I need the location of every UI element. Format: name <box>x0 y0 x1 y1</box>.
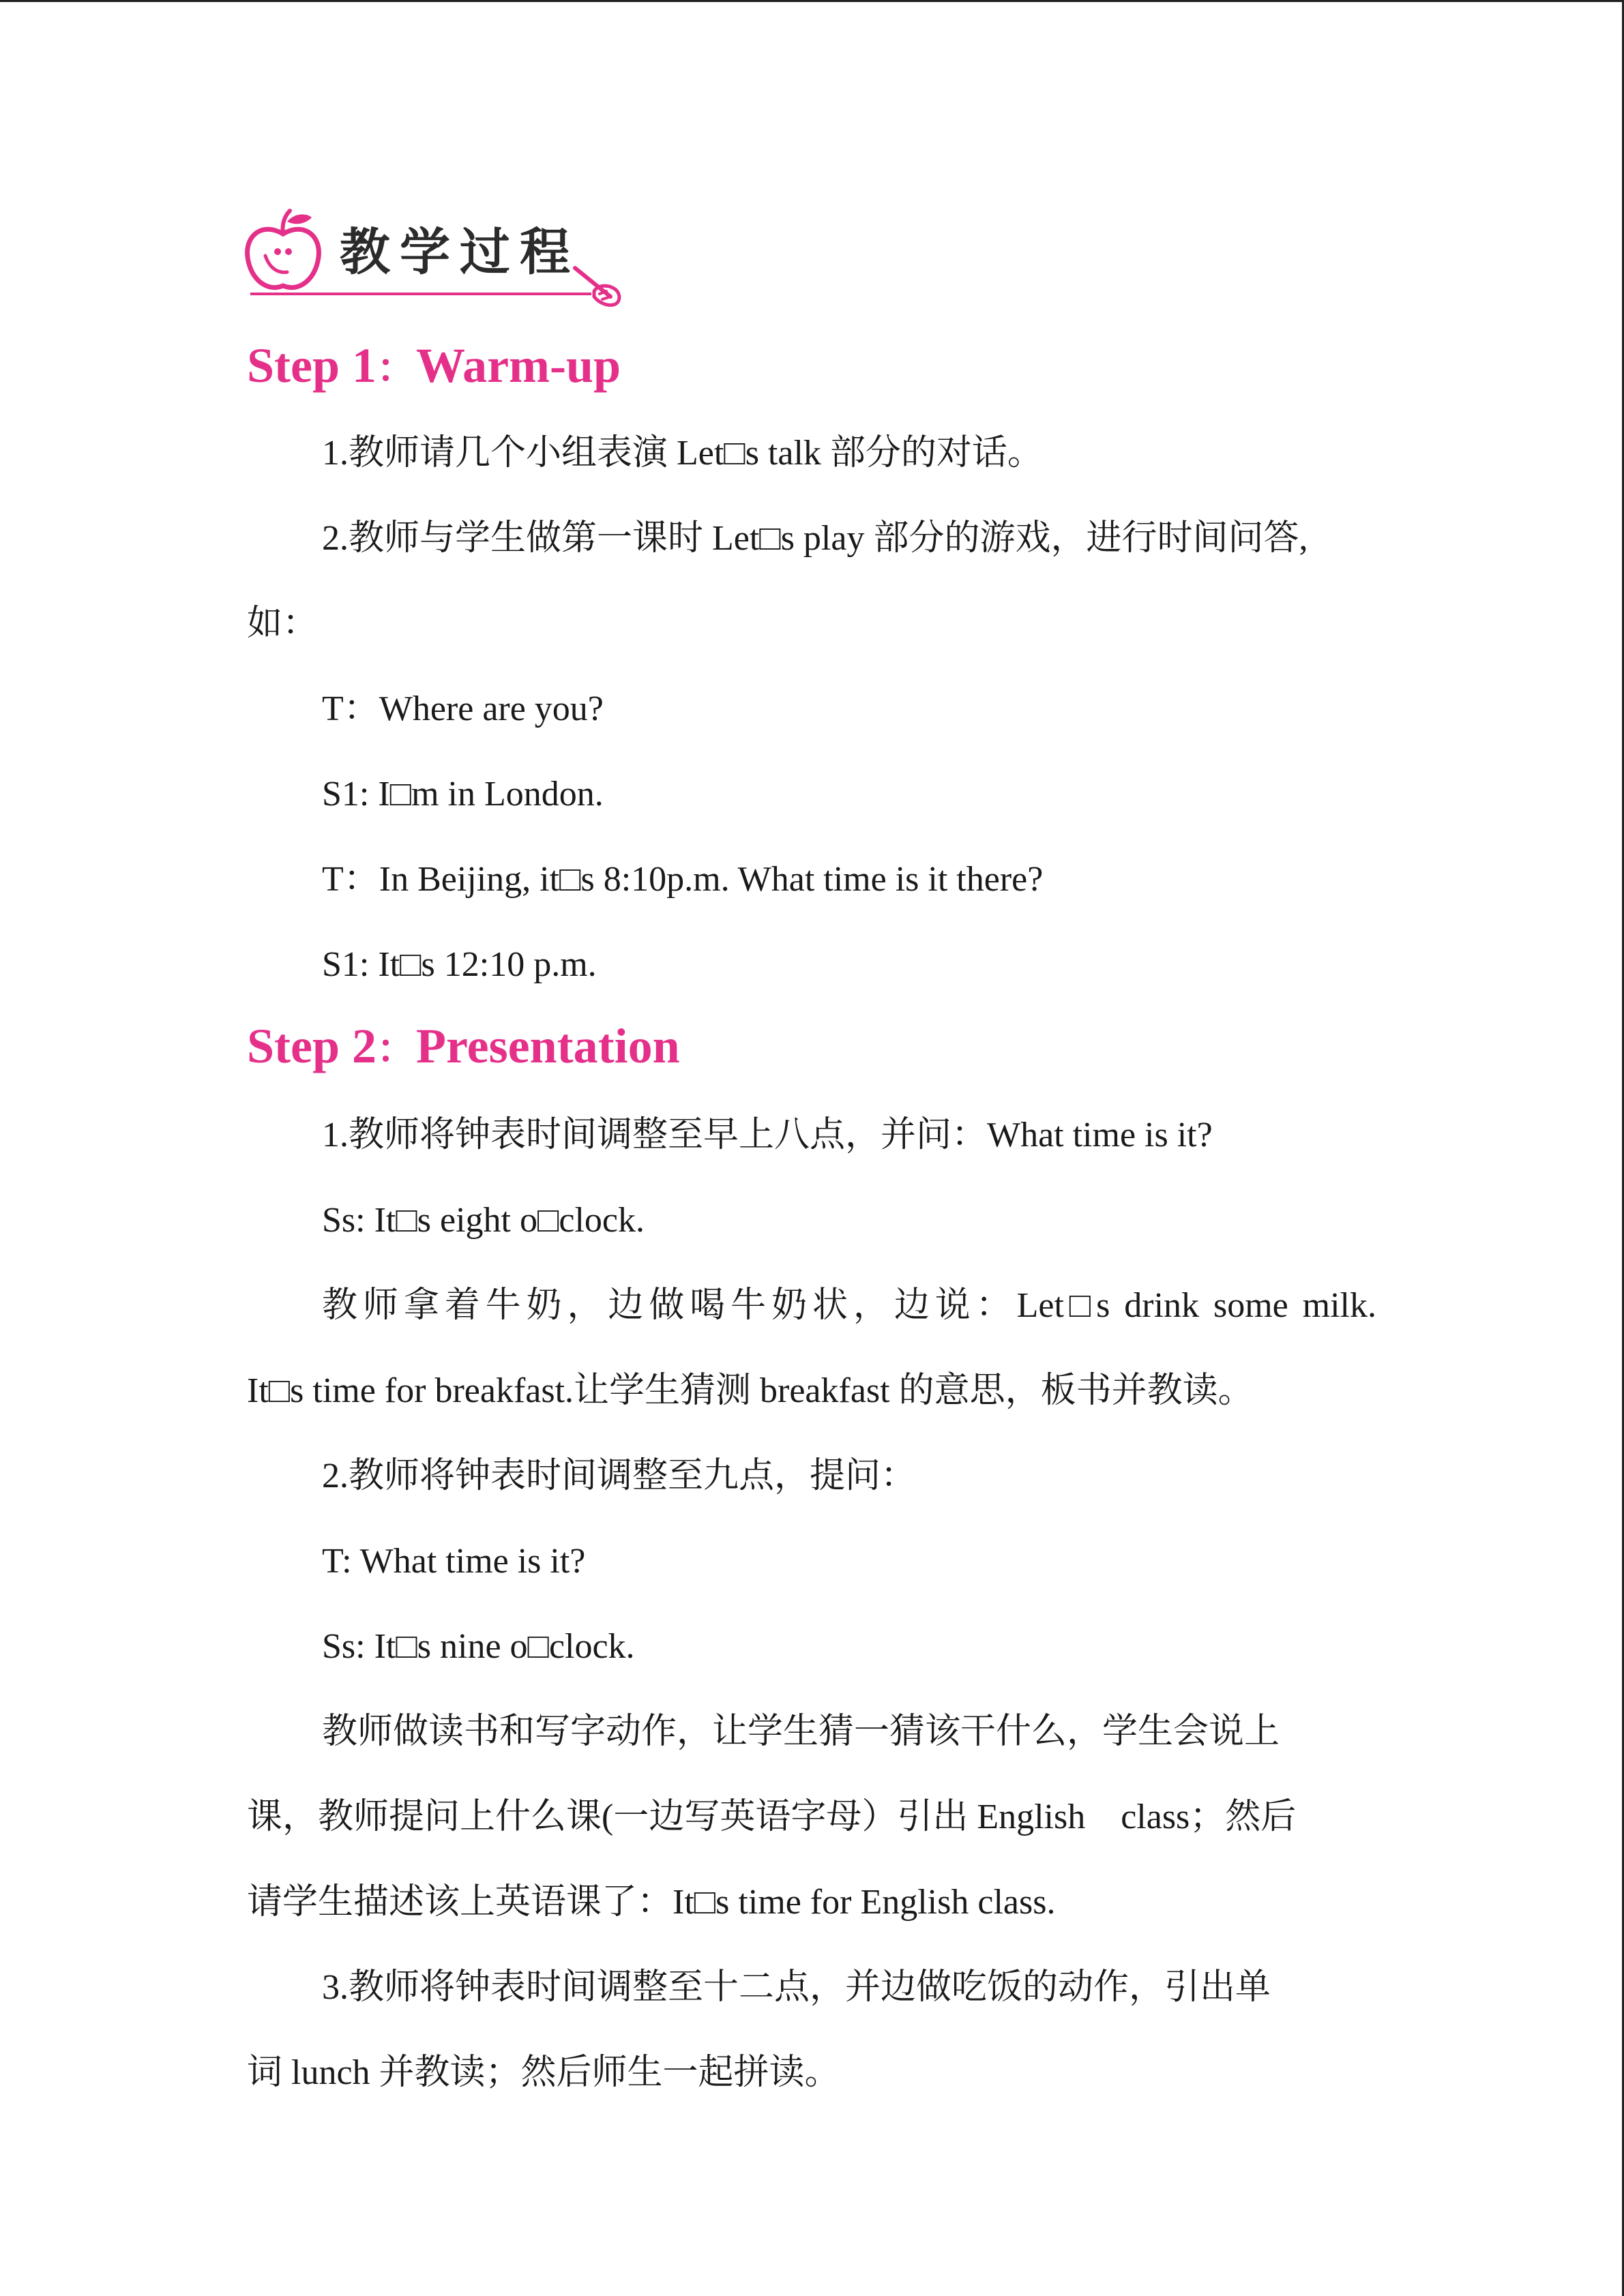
step-1-line: S1: I□m in London. <box>322 775 604 814</box>
step-2-separator: ： <box>377 1027 417 1071</box>
step-1-line: S1: It□s 12:10 p.m. <box>322 945 597 984</box>
step-2-label: Step 2 <box>247 1019 377 1073</box>
step-1-line: T：In Beijing, it□s 8:10p.m. What time is it there? <box>322 860 1044 899</box>
step-2-line: 词 lunch 并教读；然后师生一起拼读。 <box>247 2053 840 2092</box>
apple-icon <box>242 208 324 297</box>
step-1-separator: ： <box>377 346 417 391</box>
step-2-line: Ss: It□s eight o□clock. <box>322 1201 645 1240</box>
pen-hand-icon <box>571 261 625 309</box>
step-2-line: 2.教师将钟表时间调整至九点，提问： <box>322 1457 917 1495</box>
step-2-line: 教师拿着牛奶，边做喝牛奶状，边说：Let□s drink some milk. <box>322 1286 1376 1325</box>
step-2-line: 3.教师将钟表时间调整至十二点，并边做吃饭的动作，引出单 <box>322 1968 1271 2007</box>
step-1-line: 1.教师请几个小组表演 Let□s talk 部分的对话。 <box>322 434 1043 473</box>
step-2-line: 教师做读书和写字动作，让学生猜一猜该干什么，学生会说上 <box>322 1712 1280 1751</box>
step-1-name: Warm-up <box>416 338 621 393</box>
step-1-line: 如： <box>247 604 319 643</box>
page-top-border <box>0 0 1624 2</box>
step-2-name: Presentation <box>416 1019 680 1073</box>
step-1-line: T：Where are you? <box>322 689 604 728</box>
step-1-label: Step 1 <box>247 338 377 393</box>
section-header-banner <box>242 208 624 310</box>
step-1-line: 2.教师与学生做第一课时 Let□s play 部分的游戏，进行时间问答, <box>322 519 1308 558</box>
step-1-heading <box>247 338 621 393</box>
step-2-line: 课，教师提问上什么课(一边写英语字母）引出 English class；然后 <box>247 1798 1297 1836</box>
header-underline <box>250 293 591 295</box>
step-2-line: 请学生描述该上英语课了：It□s time for English class. <box>247 1883 1056 1922</box>
step-2-line: Ss: It□s nine o□clock. <box>322 1627 635 1666</box>
step-2-line: T: What time is it? <box>322 1542 586 1581</box>
step-2-line: 1.教师将钟表时间调整至早上八点，并问：What time is it? <box>322 1116 1213 1154</box>
section-title: 教学过程 <box>340 223 580 282</box>
step-2-heading <box>247 1019 680 1073</box>
step-2-line: It□s time for breakfast.让学生猜测 breakfast 的意思，板书并教读。 <box>247 1371 1254 1410</box>
